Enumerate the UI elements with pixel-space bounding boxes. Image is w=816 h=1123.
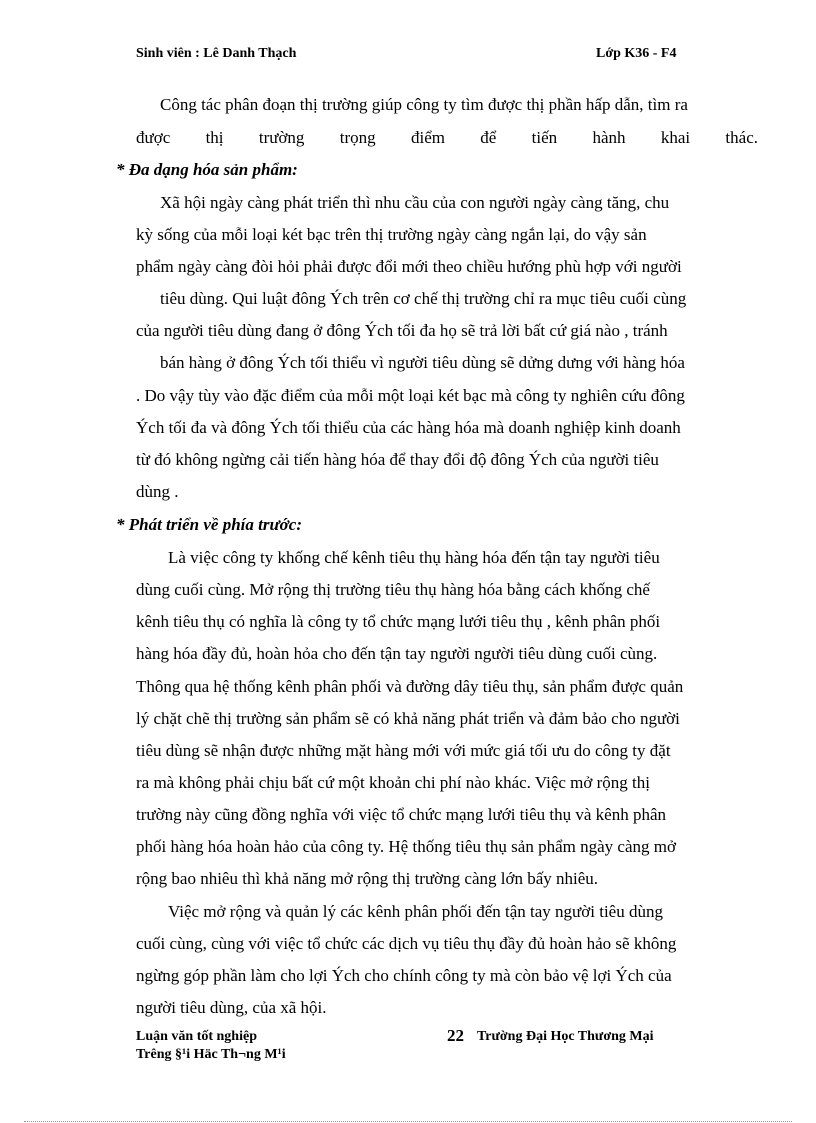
text-line: dùng cuối cùng. Mở rộng thị trường tiêu thụ hàng hóa bằng cách khống chế	[136, 580, 650, 599]
header-class: Lớp K36 - F4	[596, 46, 677, 61]
text-line: tiêu dùng sẽ nhận được những mặt hàng mới với mức giá tối ưu do công ty đặt	[136, 741, 671, 760]
text-line: Là việc công ty khống chế kênh tiêu thụ hàng hóa đến tận tay người tiêu	[168, 548, 660, 567]
text-line: Ých tối đa và đông Ých tối thiểu của các hàng hóa mà doanh nghiệp kinh doanh	[136, 418, 681, 437]
text-line: Công tác phân đoạn thị trường giúp công ty tìm được thị phần hấp dẫn, tìm ra	[160, 95, 688, 114]
text-line: của người tiêu dùng đang ở đông Ých tối đa họ sẽ trả lời bất cứ giá nào , tránh	[136, 321, 668, 340]
text-line: trường này cũng đồng nghĩa với việc tổ chức mạng lưới tiêu thụ và kênh phân	[136, 805, 667, 824]
text-line: kỳ sống của mỗi loại két bạc trên thị trường ngày càng ngắn lại, do vậy sản	[136, 225, 647, 244]
text-line: rộng bao nhiêu thì khả năng mở rộng thị trường càng lớn bấy nhiêu.	[136, 869, 599, 888]
text-line: từ đó không ngừng cải tiến hàng hóa để thay đổi độ đông Ých của người tiêu	[136, 450, 659, 469]
text-line: được thị trường trọng điểm để tiến hành khai thác.	[136, 128, 758, 147]
page-number: 22	[447, 1026, 464, 1045]
text-line: ra mà không phải chịu bất cứ một khoản chi phí nào khác. Việc mở rộng thị	[136, 773, 650, 792]
text-line: dùng .	[136, 482, 179, 501]
header-student: Sinh viên : Lê Danh Thạch	[136, 46, 297, 61]
text-line: người tiêu dùng, của xã hội.	[136, 998, 327, 1017]
footer-school-garbled: Trêng §¹i Häc Th¬ng M¹i	[136, 1047, 286, 1062]
text-line: kênh tiêu thụ có nghĩa là công ty tổ chức mạng lưới tiêu thụ , kênh phân phối	[136, 612, 661, 631]
text-line: Thông qua hệ thống kênh phân phối và đường dây tiêu thụ, sản phẩm được quản	[136, 677, 684, 696]
text-line: Việc mở rộng và quản lý các kênh phân phối đến tận tay người tiêu dùng	[168, 902, 663, 921]
text-line: . Do vậy tùy vào đặc điểm của mỗi một loại két bạc mà công ty nghiên cứu đông	[136, 386, 685, 405]
text-line: Xã hội ngày càng phát triển thì nhu cầu của con người ngày càng tăng, chu	[160, 193, 670, 212]
text-line: hàng hóa đầy đủ, hoàn hỏa cho đến tận tay người người tiêu dùng cuối cùng.	[136, 644, 658, 663]
page-bottom-divider	[24, 1121, 792, 1122]
text-line: ngừng góp phần làm cho lợi Ých cho chính công ty mà còn bảo vệ lợi Ých của	[136, 966, 672, 985]
footer-school: Trường Đại Học Thương Mại	[477, 1029, 654, 1044]
text-line: cuối cùng, cùng với việc tổ chức các dịch vụ tiêu thụ đầy đủ hoàn hảo sẽ không	[136, 934, 677, 953]
text-line: bán hàng ở đông Ých tối thiểu vì người tiêu dùng sẽ dửng dưng với hàng hóa	[160, 353, 685, 372]
text-line: phối hàng hóa hoàn hảo của công ty. Hệ thống tiêu thụ sản phẩm ngày càng mở	[136, 837, 676, 856]
section-heading-diversification: * Đa dạng hóa sản phẩm:	[116, 160, 298, 179]
text-line: lý chặt chẽ thị trường sản phẩm sẽ có khả năng phát triển và đảm bảo cho người	[136, 709, 680, 728]
text-line: phẩm ngày càng đòi hỏi phải được đổi mới theo chiều hướng phù hợp với người	[136, 257, 682, 276]
footer-thesis: Luận văn tốt nghiệp	[136, 1029, 257, 1044]
text-line: tiêu dùng. Qui luật đông Ých trên cơ chế thị trường chỉ ra mục tiêu cuối cùng	[160, 289, 687, 308]
section-heading-forward-development: * Phát triển về phía trước:	[116, 515, 302, 534]
